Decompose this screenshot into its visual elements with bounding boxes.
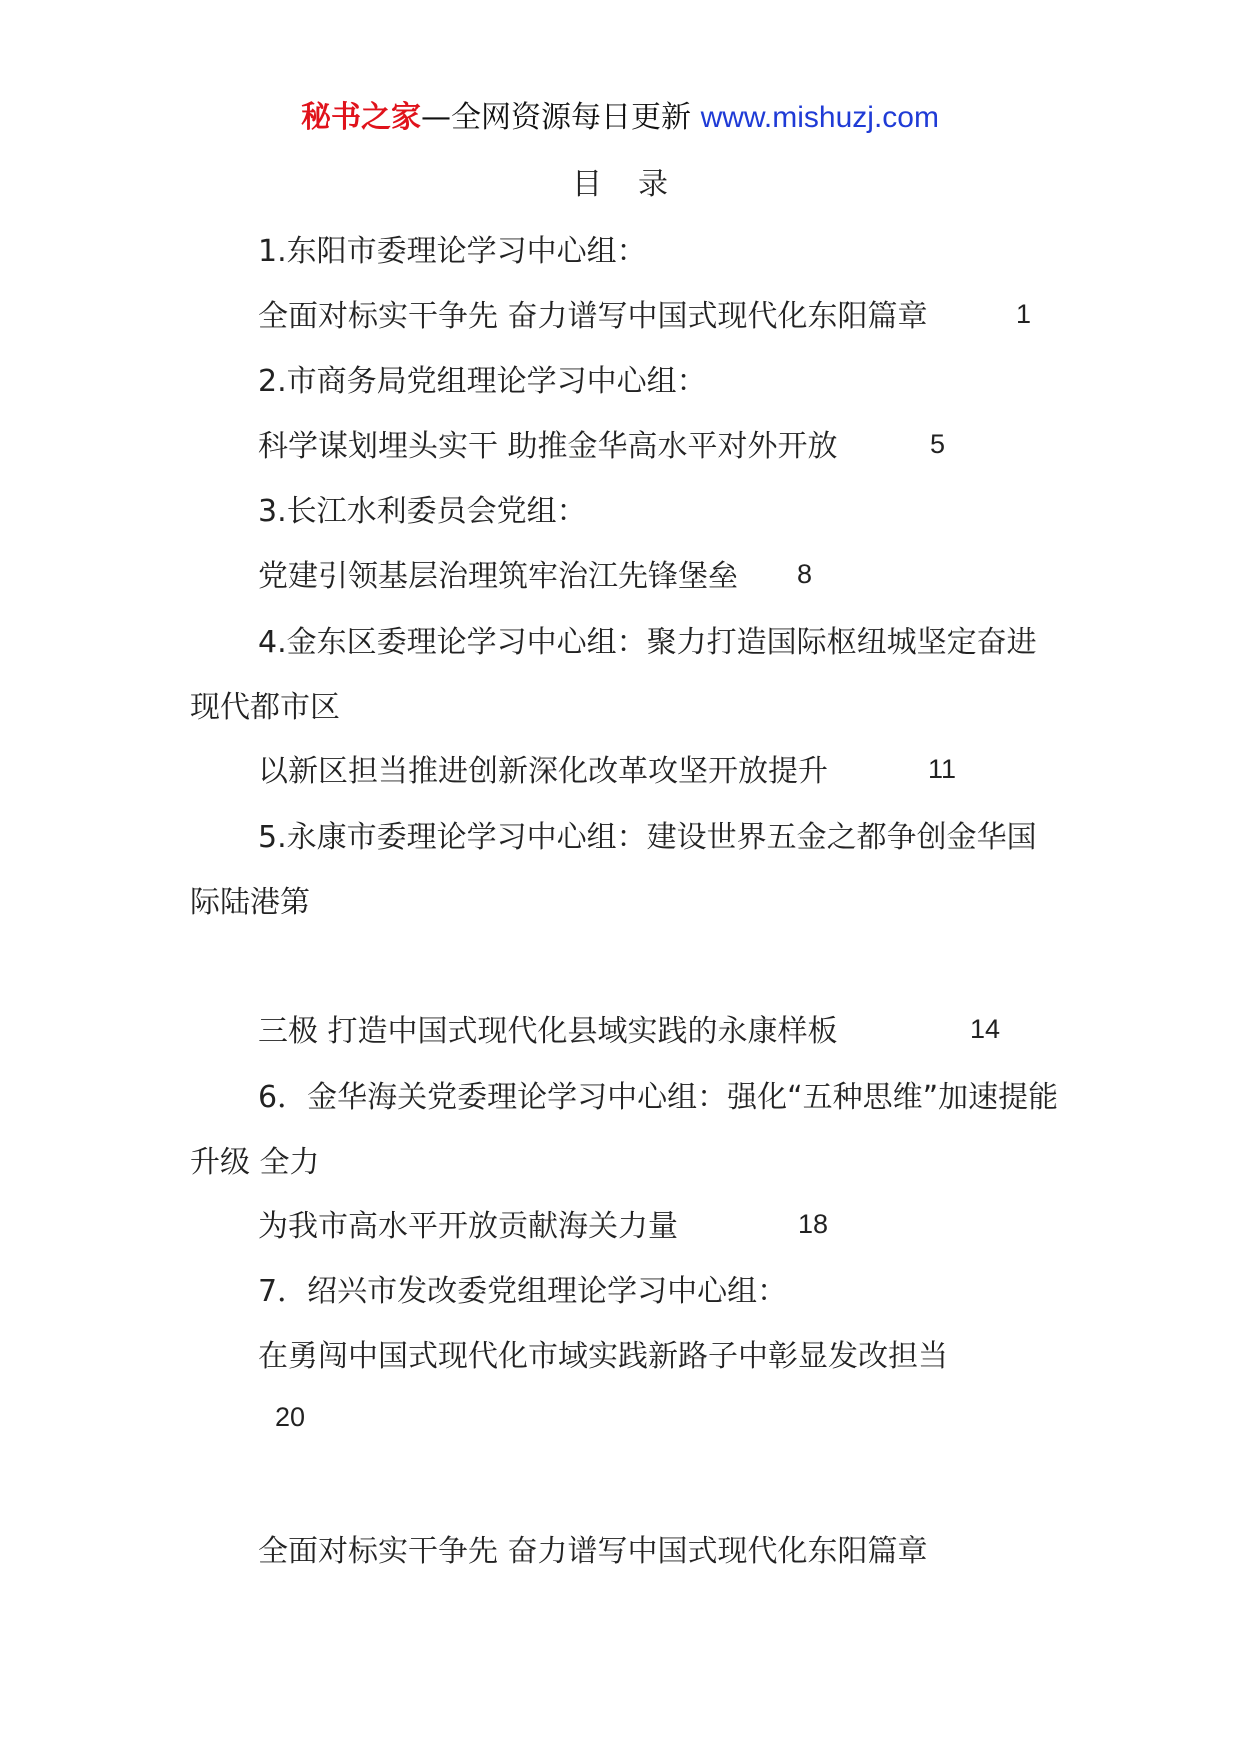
toc-entry-7-page: 20 (275, 1402, 306, 1432)
site-url[interactable]: www.mishuzj.com (700, 101, 939, 134)
toc-entry-5-page: 14 (970, 1014, 1001, 1044)
site-header (0, 98, 1240, 138)
toc-entry-5-heading: 5.永康市委理论学习中心组：建设世界五金之都争创金华国际陆港第 (190, 820, 1037, 920)
section-heading: 全面对标实干争先 奋力谱写中国式现代化东阳篇章 (258, 1534, 928, 1569)
toc-entry-1-heading: 1.东阳市委理论学习中心组： (258, 234, 647, 269)
toc-entry-3-page: 8 (797, 559, 813, 589)
tagline: —全网资源每日更新 (421, 100, 692, 135)
toc-entry-1-page: 1 (1016, 299, 1032, 329)
toc-entry-6-heading: 6．金华海关党委理论学习中心组：强化“五种思维”加速提能升级 全力 (190, 1080, 1059, 1180)
toc-entry-2-heading: 2.市商务局党组理论学习中心组： (258, 364, 707, 399)
page-title: 目录 (572, 167, 704, 202)
toc-entry-3-heading: 3.长江水利委员会党组： (258, 494, 587, 529)
toc-entry-4-subtitle: 以新区担当推进创新深化改革攻坚开放提升 (258, 754, 828, 789)
toc-entry-5-subtitle: 三极 打造中国式现代化县域实践的永康样板 (258, 1014, 838, 1049)
toc-entry-3-subtitle: 党建引领基层治理筑牢治江先锋堡垒 (258, 559, 738, 594)
toc-entry-6-subtitle: 为我市高水平开放贡献海关力量 (258, 1209, 678, 1244)
toc-entry-7-heading: 7．绍兴市发改委党组理论学习中心组： (258, 1274, 788, 1309)
toc-entry-7-subtitle: 在勇闯中国式现代化市域实践新路子中彰显发改担当 (258, 1339, 948, 1374)
toc-entry-2-page: 5 (930, 429, 946, 459)
brand-name: 秘书之家 (301, 100, 422, 135)
toc-entry-4-heading: 4.金东区委理论学习中心组：聚力打造国际枢纽城坚定奋进现代都市区 (190, 625, 1037, 725)
toc-entry-2-subtitle: 科学谋划埋头实干 助推金华高水平对外开放 (258, 429, 838, 464)
toc-entry-4-page: 11 (928, 754, 957, 784)
toc-entry-1-subtitle: 全面对标实干争先 奋力谱写中国式现代化东阳篇章 (258, 299, 928, 334)
toc-entry-6-page: 18 (798, 1209, 829, 1239)
